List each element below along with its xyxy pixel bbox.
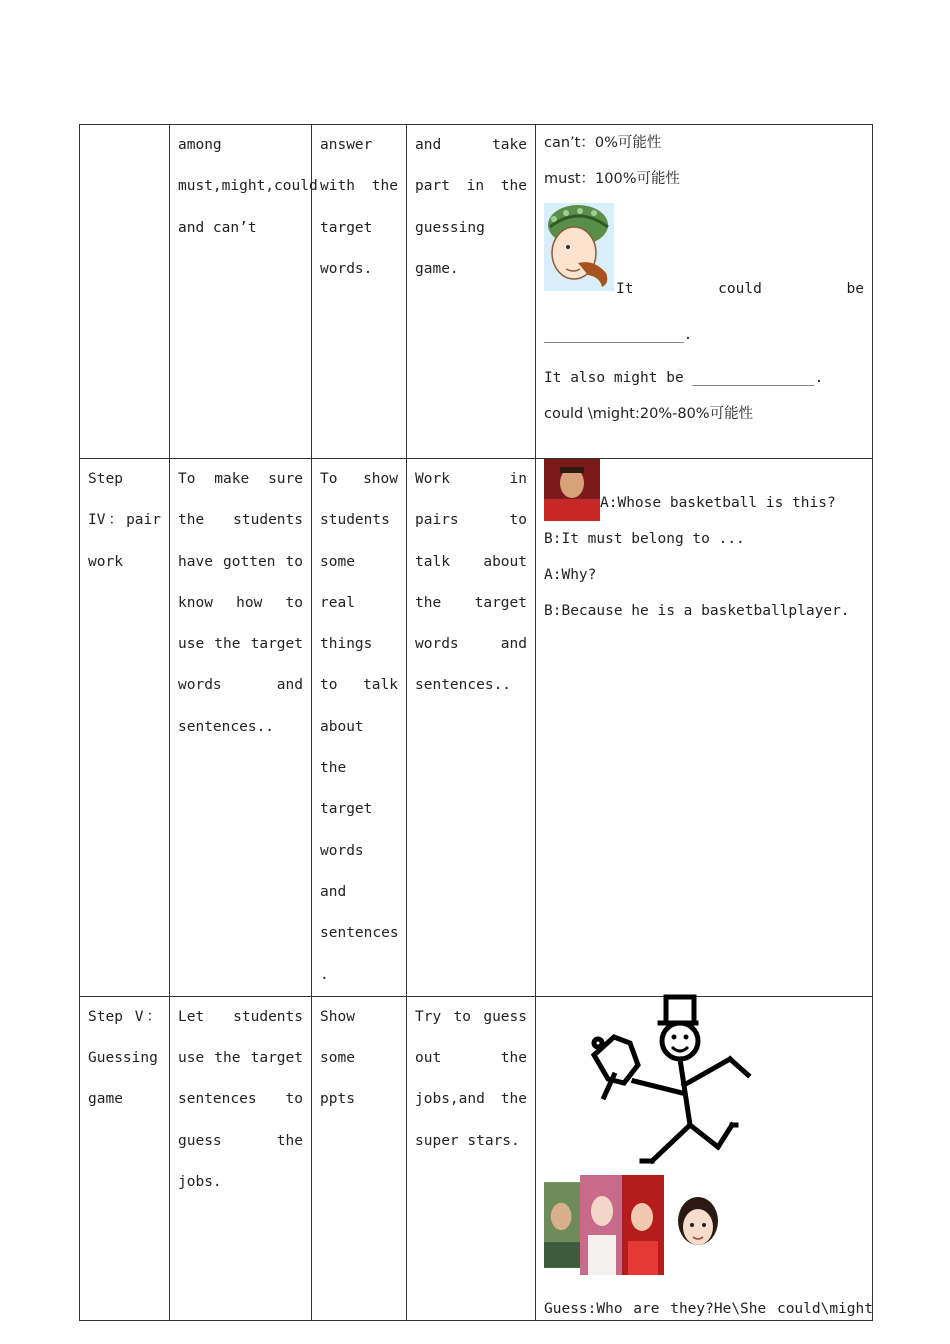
teacher-activity-cell: To make sure the students have gotten to know how to use the target words and sentences.. xyxy=(170,459,312,997)
dialogue-line: A:Whose basketball is this? xyxy=(600,495,836,511)
teacher-activity-cell: among must,might,could and can’t xyxy=(170,125,312,459)
step-cell: Step IV：pair work xyxy=(80,459,170,997)
celebrity-photo xyxy=(664,1175,734,1275)
caption-line: Guess:Who are they?He\She could\might xyxy=(544,1300,874,1317)
purpose-cell: To show students some real things to talk about the target words and sentences . xyxy=(312,459,407,997)
word: It xyxy=(616,281,634,297)
guessing-cell xyxy=(536,996,873,1320)
student-activity-cell: Work in pairs to talk about the target words and sentences.. xyxy=(407,459,536,997)
basketball-player-photo xyxy=(544,459,600,521)
text-line: must：100%可能性 xyxy=(544,171,681,187)
dialogue-line: B:It must belong to ... xyxy=(544,531,745,547)
blank-line: ________________. xyxy=(544,327,693,343)
table-row xyxy=(80,125,873,459)
table-row xyxy=(80,459,873,997)
celebrity-photos xyxy=(544,1175,864,1275)
teacher-activity-cell: Let students use the target sentences to guess the jobs. xyxy=(170,996,312,1320)
step-cell xyxy=(80,125,170,459)
student-activity-cell: and take part in the guessing game. xyxy=(407,125,536,459)
celebrity-photo xyxy=(544,1175,580,1275)
text-line: can’t：0%可能性 xyxy=(544,135,662,151)
dialogue-line: A:Why? xyxy=(544,567,597,583)
lesson-plan-table xyxy=(79,124,873,1321)
student-activity-cell: Try to guess out the jobs,and the super stars. xyxy=(407,996,536,1320)
step-cell: Step V：Guessing game xyxy=(80,996,170,1320)
word: be xyxy=(846,281,864,297)
table-row xyxy=(80,996,873,1320)
content-cell xyxy=(536,125,873,459)
celebrity-photo xyxy=(622,1175,664,1275)
text-line: could \might:20%-80%可能性 xyxy=(544,405,754,422)
stick-figure-chef-icon xyxy=(584,993,764,1169)
word: could xyxy=(718,281,762,297)
dialogue-cell xyxy=(536,459,873,997)
purpose-cell: answer with the target words. xyxy=(312,125,407,459)
celebrity-photo xyxy=(580,1175,622,1275)
cartoon-face-image xyxy=(544,203,614,291)
dialogue-line: B:Because he is a basketballplayer. xyxy=(544,603,850,619)
text-line: It also might be ______________. xyxy=(544,369,824,386)
purpose-cell: Show some ppts xyxy=(312,996,407,1320)
